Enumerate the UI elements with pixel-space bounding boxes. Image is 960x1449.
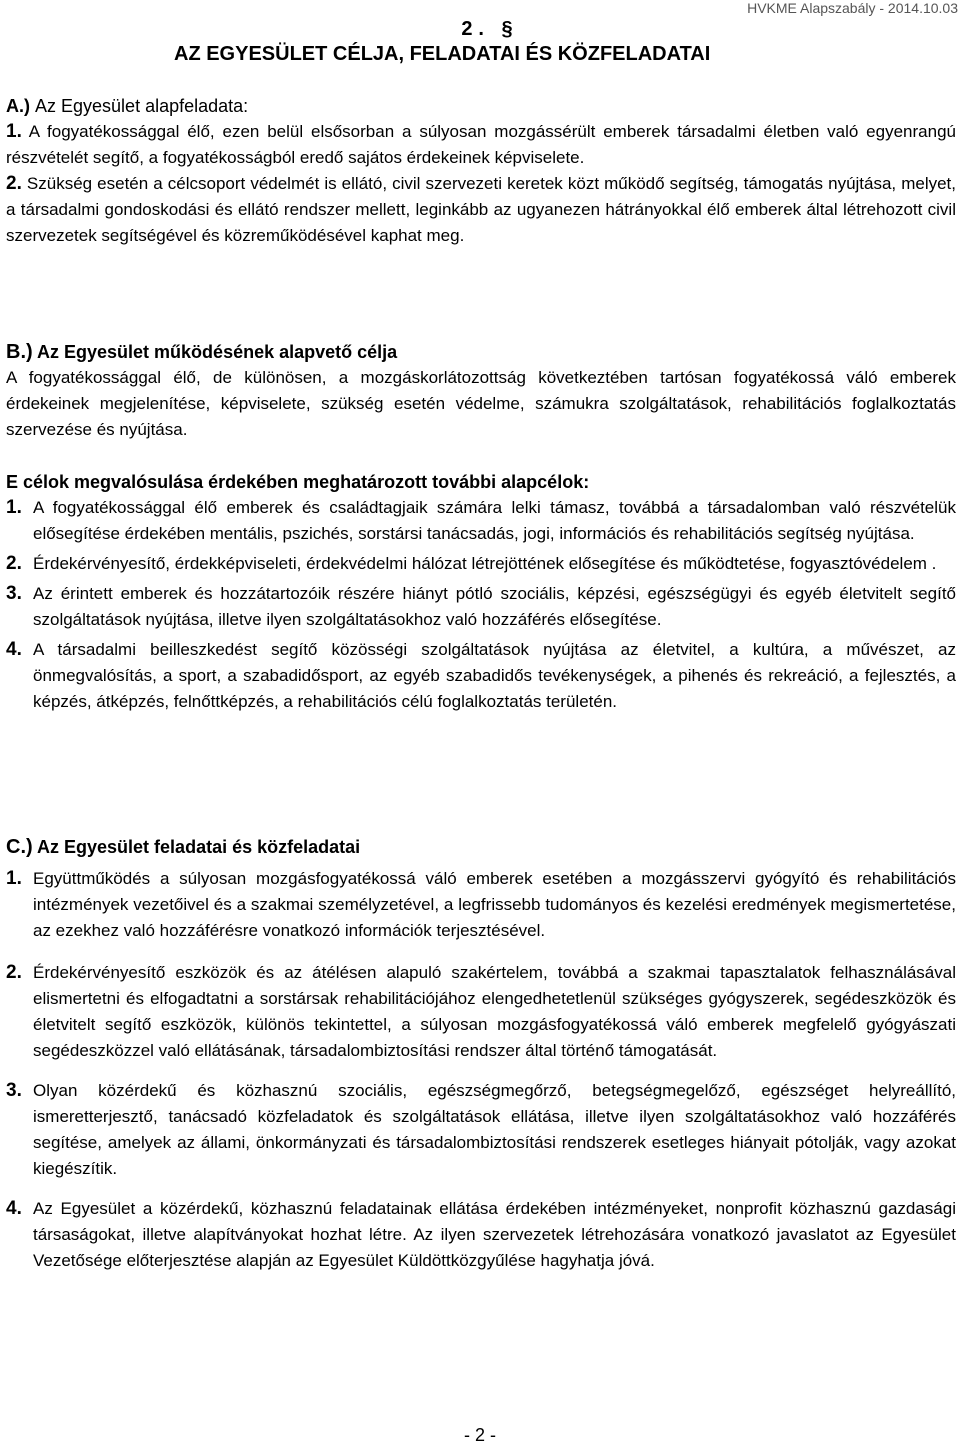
section-c-heading [6, 834, 956, 860]
section-c-item-4-text: Az Egyesület a közérdekű, közhasznú feladatainak ellátása érdekében intézményeket, nonprofit közhasznú gazdasági társaságokat, illetve alapítványokat hozhat létre. Az ilyen szervezetek létrehozására vonatkozó javaslatot az Egyesület Vezetősége előterjesztése alapján az Egyesület Küldöttközgyűlése hagyhatja jóvá. [33, 1199, 956, 1270]
section-a-item-1-text: A fogyatékossággal élő, ezen belül elsősorban a súlyosan mozgássérült emberek társadalmi életben való egyenrangú részvételét segítő, a fogyatékosságból eredő sajátos érdekeinek képviselete. [6, 122, 956, 167]
chapter-title: AZ EGYESÜLET CÉLJA, FELADATAI ÉS KÖZFELADATAI [174, 43, 711, 65]
section-c-item-2-text: Érdekérvényesítő eszközök és az átélésen alapuló szakértelem, továbbá a szakmai tapasztalatok felhasználásával elismertetni és elfogadtatni a sorstársak rehabilitációjához elengedhetetlenül szükséges gyógyszerek, segédeszközök és életvitelt segítő eszközök, különös tekintettel, a súlyosan mozgásfogyatékossá váló emberek megfelelő gyógyászati segédeszközzel való ellátásának, társadalombiztosítási rendszer által történő támogatását. [33, 963, 956, 1060]
section-b-item-2-text: Érdekérvényesítő, érdekképviseleti, érdekvédelmi hálózat létrejöttének elősegítése és működtetése, fogyasztóvédelem . [33, 554, 937, 573]
section-b-item-4-text: A társadalmi beilleszkedést segítő közösségi szolgáltatások nyújtása az életvitel, a kultúra, a művészet, az önmegvalósítás, a sport, a szabadidősport, az egyéb szabadidős tevékenységek, a pihenés és rekreáció, a fejlesztés, a képzés, átképzés, felnőttképzés, a rehabilitációs célú foglalkoztatás területén. [33, 640, 956, 711]
section-c-item-1-number: 1. [6, 868, 22, 889]
section-c-letter: C.) [6, 836, 33, 858]
section-b-item-1-number: 1. [6, 497, 22, 518]
section-b-item-2-number: 2. [6, 553, 22, 574]
section-b-item-1-text: A fogyatékossággal élő emberek és családtagjaik számára lelki támasz, továbbá a társadalomban való részvételük elősegítése érdekében mentális, pszichés, sorstársi tanácsadás, jogi, információs és rehabilitációs segítség nyújtása. [33, 498, 956, 543]
section-a-letter: A.) [6, 96, 30, 116]
section-b-item-2 [6, 551, 956, 577]
section-number: 2. § [461, 18, 519, 40]
section-a-item-1-number: 1. [6, 121, 22, 142]
section-c-item-3-number: 3. [6, 1080, 22, 1101]
section-c-title: Az Egyesület feladatai és közfeladatai [37, 837, 361, 857]
section-c-item-3 [6, 1078, 956, 1182]
section-a-item-2-text: Szükség esetén a célcsoport védelmét is ellátó, civil szervezeti keretek közt működő segítség, támogatás nyújtása, melyet, a társadalmi gondoskodási és ellátó rendszer mellett, leginkább az ugyanezen hátrányokkal élő emberek által létrehozott civil szervezetek segítségével és közreműködésével kaphat meg. [6, 174, 956, 245]
section-b-title: Az Egyesület működésének alapvető célja [37, 342, 398, 362]
section-b-item-3-text: Az érintett emberek és hozzátartozóik részére hiányt pótló szociális, képzési, egészségügyi és egyéb életvitelt segítő szolgáltatások nyújtása, illetve ilyen szolgáltatásokhoz való hozzáférés elősegítése. [33, 584, 956, 629]
section-b-letter: B.) [6, 341, 33, 363]
section-c-item-3-text: Olyan közérdekű és közhasznú szociális, egészségmegőrző, betegségmegelőző, egészséget helyreállító, ismeretterjesztő, tanácsadó közfeladatok és szolgáltatások ellátása, illetve ilyen szolgáltatásokhoz való hozzáférés segítése, amelyek az állami, önkormányzati és társadalombiztosítási rendszerek esetleges hiányait pótolják, vagy azokat kiegészítik. [33, 1081, 956, 1178]
section-c-item-1-text: Együttműködés a súlyosan mozgásfogyatékossá váló emberek esetében a mozgásszervi gyógyító és rehabilitációs intézmények vezetőivel és a szakmai személyzetével, a legfrissebb tudományos és kezelési eredmények megismertetése, az ezekhez való hozzáférésre vonatkozó információk terjesztésével. [33, 869, 956, 940]
section-b-item-3-number: 3. [6, 583, 22, 604]
section-a-heading [6, 93, 956, 119]
section-b-item-1 [6, 495, 956, 547]
section-a-item-2-number: 2. [6, 173, 22, 194]
section-b-item-3 [6, 581, 956, 633]
section-b-item-4 [6, 637, 956, 715]
section-c-item-4-number: 4. [6, 1198, 22, 1219]
section-c-item-4 [6, 1196, 956, 1274]
section-b-item-4-number: 4. [6, 639, 22, 660]
section-c-item-1 [6, 866, 956, 944]
section-b-heading [6, 339, 956, 365]
section-b [6, 339, 956, 715]
section-b-body: A fogyatékossággal élő, de különösen, a mozgáskorlátozottság következtében tartósan fogyatékossá váló emberek érdekeinek megjelenítése, képviselete, szükség esetén védelme, számukra szolgáltatások, rehabilitációs foglalkoztatás szervezése és nyújtása. [6, 368, 956, 439]
section-a-item-1 [6, 119, 956, 171]
document-reference: HVKME Alapszabály - 2014.10.03 [747, 0, 958, 16]
section-a-item-2 [6, 171, 956, 249]
section-b-goals-heading: E célok megvalósulása érdekében meghatározott további alapcélok: [6, 472, 590, 492]
section-c-item-2 [6, 960, 956, 1064]
section-c-item-2-number: 2. [6, 962, 22, 983]
section-a-title: Az Egyesület alapfeladata: [35, 96, 249, 116]
section-c [6, 834, 956, 1274]
page-number: - 2 - [463, 1425, 496, 1445]
section-a [6, 93, 956, 249]
